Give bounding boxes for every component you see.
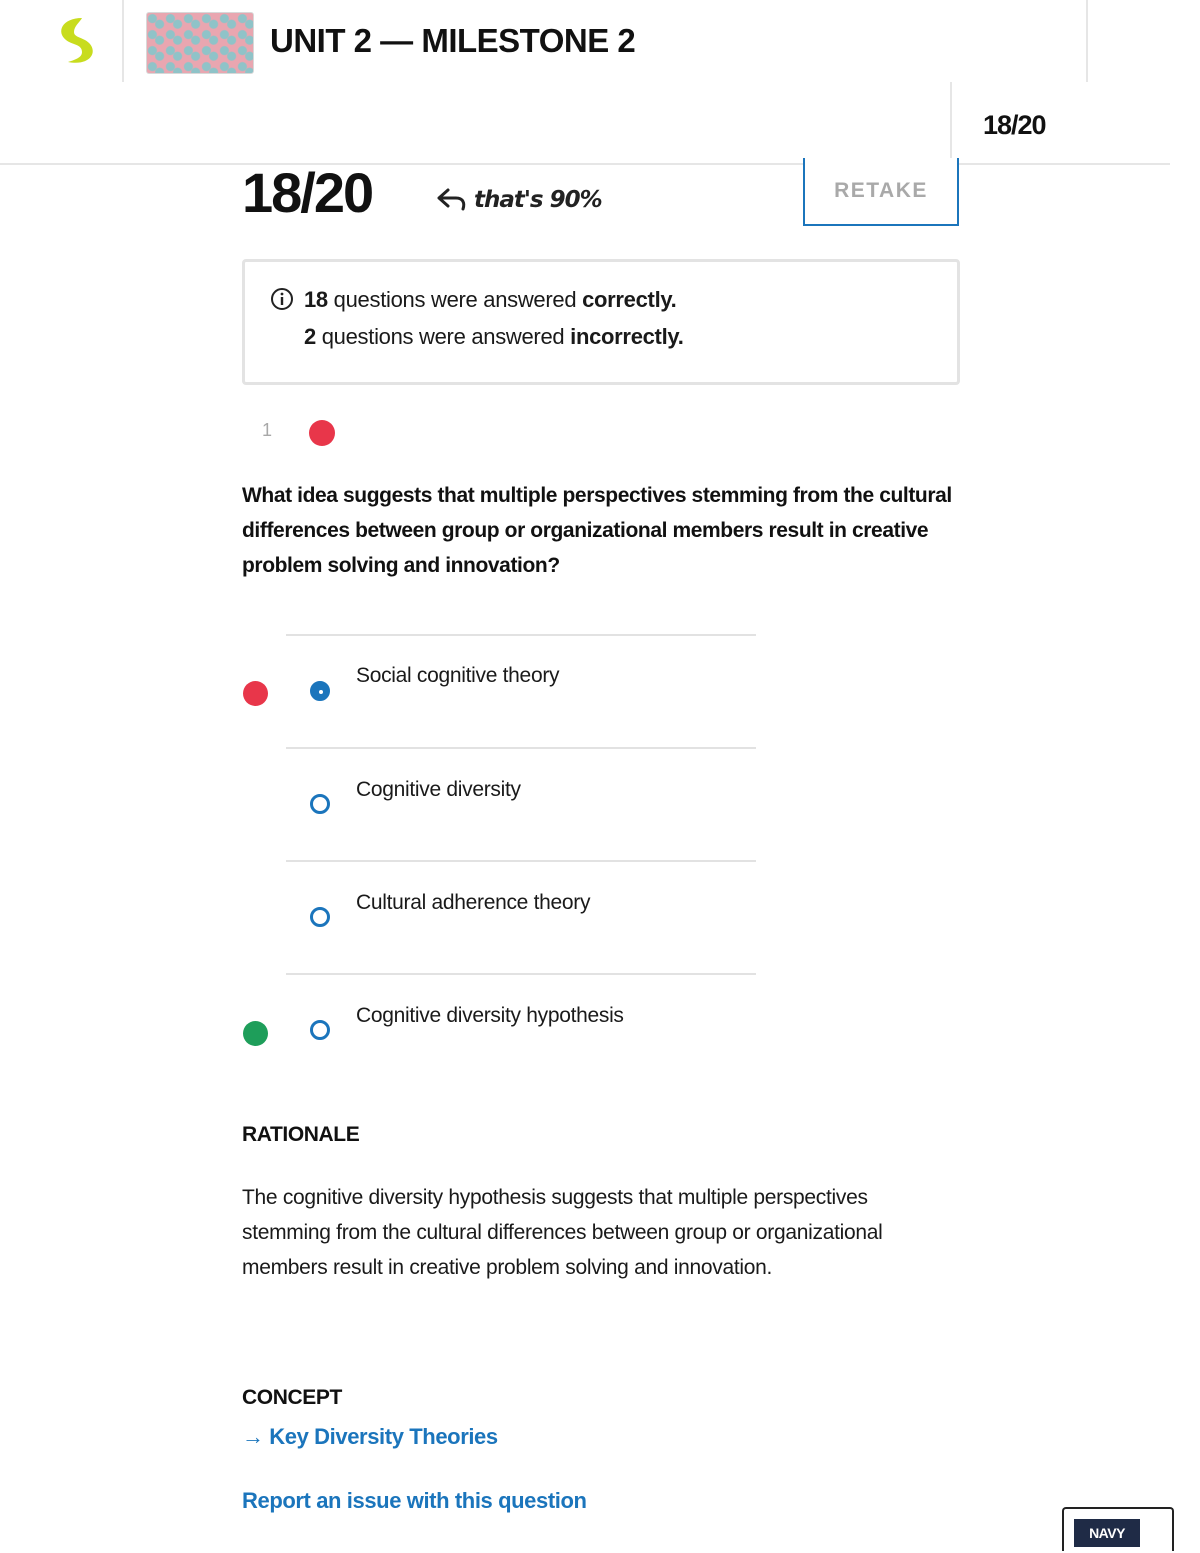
header-divider	[122, 0, 124, 82]
score-divider	[950, 82, 952, 164]
option-radio-2[interactable]	[310, 794, 330, 814]
question-status-incorrect-icon	[309, 420, 335, 446]
option-label-3[interactable]: Cultural adherence theory	[356, 891, 591, 914]
option-label-2[interactable]: Cognitive diversity	[356, 778, 521, 801]
question-text: What idea suggests that multiple perspectives stemming from the cultural differences between group or organizational members result in creative problem solving and innovation?	[242, 484, 952, 577]
option-divider	[286, 747, 756, 749]
navy-badge-logo: NAVY	[1074, 1519, 1140, 1547]
option-radio-1[interactable]	[310, 681, 330, 701]
option-radio-4[interactable]	[310, 1020, 330, 1040]
concept-heading: CONCEPT	[242, 1386, 342, 1409]
option-label-1[interactable]: Social cognitive theory	[356, 664, 560, 687]
results-summary-box	[242, 259, 960, 385]
curved-arrow-icon	[436, 186, 468, 214]
correct-marker-icon	[243, 1021, 268, 1046]
header-bottom-border	[0, 163, 1170, 165]
incorrect-summary: 2 questions were answered incorrectly.	[304, 324, 684, 349]
rationale-text: The cognitive diversity hypothesis suggests that multiple perspectives stemming from the cultural differences between group or organizational members result in creative problem solving and innovation.	[242, 1186, 883, 1279]
option-divider	[286, 860, 756, 862]
navy-badge	[1062, 1507, 1174, 1551]
header-divider-right	[1086, 0, 1088, 82]
correct-summary: 18 questions were answered correctly.	[304, 287, 677, 312]
retake-button[interactable]: RETAKE	[803, 158, 959, 226]
option-divider	[286, 634, 756, 636]
header-score: 18/20	[983, 110, 1046, 140]
page-title: UNIT 2 — MILESTONE 2	[270, 22, 636, 59]
score-value: 18/20	[242, 161, 373, 224]
sophia-logo-icon[interactable]	[52, 14, 100, 70]
option-label-4[interactable]: Cognitive diversity hypothesis	[356, 1004, 624, 1027]
info-icon	[270, 287, 294, 311]
course-thumbnail	[146, 12, 254, 74]
score-percent: that's 90%	[474, 187, 602, 213]
question-number: 1	[262, 420, 273, 440]
rationale-heading: RATIONALE	[242, 1123, 360, 1146]
incorrect-marker-icon	[243, 681, 268, 706]
option-divider	[286, 973, 756, 975]
concept-link[interactable]: → Key Diversity Theories	[242, 1424, 498, 1449]
report-issue-link[interactable]: Report an issue with this question	[242, 1488, 587, 1513]
option-radio-3[interactable]	[310, 907, 330, 927]
